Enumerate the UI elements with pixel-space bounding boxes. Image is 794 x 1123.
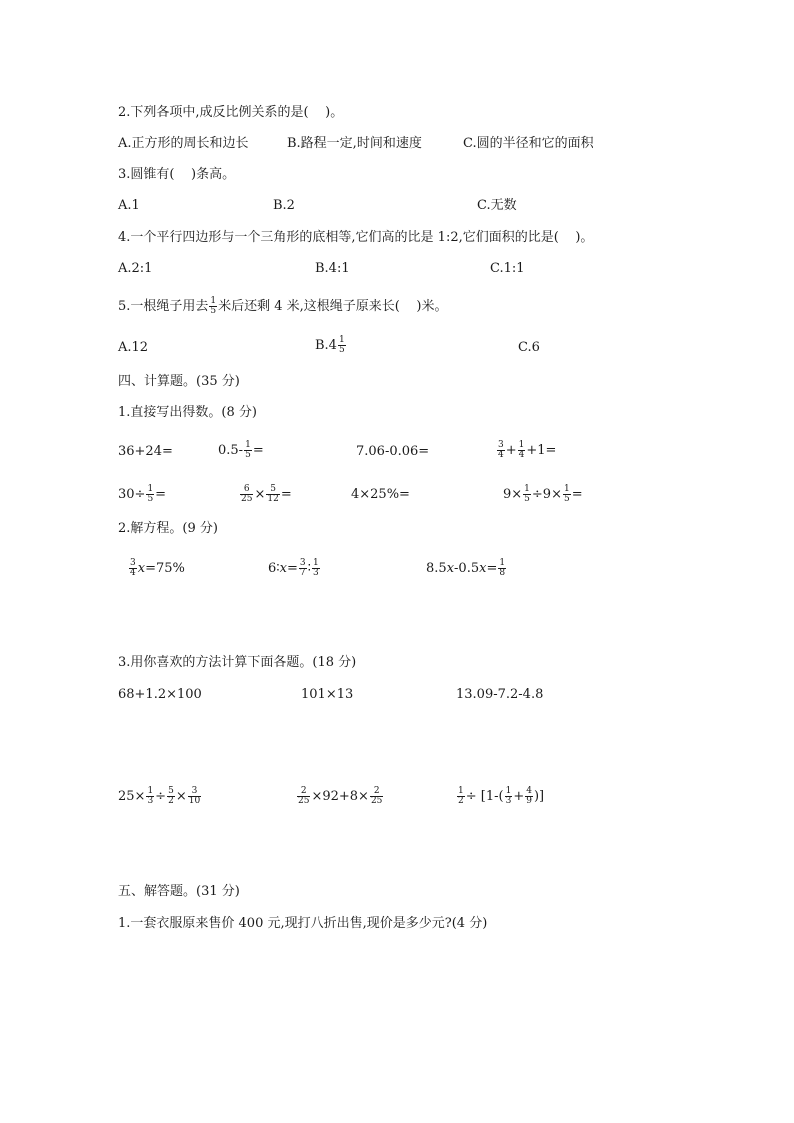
fraction: $\frac{1}{2}$ bbox=[458, 786, 464, 806]
equation-3: 8.5x-0.5x= $\frac{1}{8}$ bbox=[426, 558, 506, 578]
calc-3: 7.06-0.06= bbox=[356, 444, 430, 459]
fraction: $\frac{1}{5}$ bbox=[524, 484, 530, 504]
q5-option-b: B.4 1 5 bbox=[315, 335, 345, 355]
fraction: $\frac{1}{8}$ bbox=[499, 558, 506, 578]
compute-1: 68+1.2×100 bbox=[118, 687, 202, 702]
compute-4: 25× $\frac{1}{3}$ ÷ $\frac{5}{2}$ × $\frac{3}{10}$ bbox=[118, 786, 201, 806]
fraction: $\frac{1}{3}$ bbox=[313, 558, 319, 578]
compute-6: $\frac{1}{2}$ ÷ [1-( $\frac{1}{3}$ + $\frac{4}{9}$ )] bbox=[458, 786, 545, 806]
fraction: $\frac{2}{25}$ bbox=[298, 786, 310, 806]
q5-stem: 5.一根绳子用去 $\frac{1}{5}$ 米后还剩 4 米,这根绳子原来长( )米。 bbox=[118, 296, 448, 316]
q3-option-c: C.无数 bbox=[477, 198, 517, 213]
fraction: $\frac{5}{12}$ bbox=[267, 484, 279, 504]
s4-q3-title: 3.用你喜欢的方法计算下面各题。(18 分) bbox=[118, 655, 357, 670]
section-5-title: 五、解答题。(31 分) bbox=[118, 884, 240, 899]
equation-1: $\frac{3}{4}$ x=75% bbox=[130, 558, 185, 578]
q3-stem: 3.圆锥有( )条高。 bbox=[118, 167, 236, 182]
s4-q2-title: 2.解方程。(9 分) bbox=[118, 521, 218, 536]
q4-option-a: A.2:1 bbox=[118, 261, 153, 276]
calc-6: $\frac{6}{25}$ × $\frac{5}{12}$ = bbox=[241, 484, 292, 504]
fraction: $\frac{3}{7}$ bbox=[299, 558, 306, 578]
fraction: $\frac{6}{25}$ bbox=[241, 484, 253, 504]
calc-1: 36+24= bbox=[118, 444, 173, 459]
s4-q1-title: 1.直接写出得数。(8 分) bbox=[118, 405, 257, 420]
fraction: $\frac{1}{4}$ bbox=[518, 440, 525, 460]
q5-option-a: A.12 bbox=[118, 340, 149, 355]
q2-option-c: C.圆的半径和它的面积 bbox=[463, 136, 594, 151]
q4-stem: 4.一个平行四边形与一个三角形的底相等,它们高的比是 1:2,它们面积的比是( )。 bbox=[118, 230, 594, 245]
q2-stem: 2.下列各项中,成反比例关系的是( )。 bbox=[118, 105, 344, 120]
q3-option-b: B.2 bbox=[273, 198, 295, 213]
fraction: $\frac{3}{10}$ bbox=[188, 786, 201, 806]
equation-2: 6∶x= $\frac{3}{7}$ ∶ $\frac{1}{3}$ bbox=[268, 558, 319, 578]
q2-option-a: A.正方形的周长和边长 bbox=[118, 136, 249, 151]
fraction: 1 5 bbox=[338, 335, 345, 355]
calc-5: 30÷ $\frac{1}{5}$ = bbox=[118, 484, 167, 504]
compute-2: 101×13 bbox=[301, 687, 354, 702]
fraction: $\frac{1}{5}$ bbox=[147, 484, 154, 504]
q3-option-a: A.1 bbox=[118, 198, 140, 213]
compute-5: $\frac{2}{25}$ ×92+8× $\frac{2}{25}$ bbox=[298, 786, 383, 806]
fraction: $\frac{5}{2}$ bbox=[168, 786, 174, 806]
compute-3: 13.09-7.2-4.8 bbox=[456, 687, 544, 702]
q4-option-c: C.1:1 bbox=[490, 261, 525, 276]
fraction: $\frac{2}{25}$ bbox=[370, 786, 383, 806]
calc-8: 9× $\frac{1}{5}$ ÷9× $\frac{1}{5}$ = bbox=[503, 484, 583, 504]
fraction: $\frac{3}{4}$ bbox=[498, 440, 504, 460]
calc-2: 0.5- $\frac{1}{5}$ = bbox=[218, 440, 264, 460]
fraction: $\frac{1}{5}$ bbox=[563, 484, 570, 504]
fraction: $\frac{4}{9}$ bbox=[526, 786, 532, 806]
fraction: $\frac{1}{5}$ bbox=[245, 440, 251, 460]
q4-option-b: B.4:1 bbox=[315, 261, 350, 276]
section-4-title: 四、计算题。(35 分) bbox=[118, 374, 240, 389]
fraction: $\frac{1}{3}$ bbox=[147, 786, 154, 806]
q2-option-b: B.路程一定,时间和速度 bbox=[287, 136, 422, 151]
fraction: $\frac{3}{4}$ bbox=[130, 558, 136, 578]
calc-7: 4×25%= bbox=[351, 487, 410, 502]
calc-4: $\frac{3}{4}$ + $\frac{1}{4}$ +1= bbox=[498, 440, 557, 460]
fraction: $\frac{1}{3}$ bbox=[505, 786, 512, 806]
s5-q1-title: 1.一套衣服原来售价 400 元,现打八折出售,现价是多少元?(4 分) bbox=[118, 916, 488, 931]
fraction: $\frac{1}{5}$ bbox=[210, 296, 217, 316]
q5-option-c: C.6 bbox=[518, 340, 540, 355]
